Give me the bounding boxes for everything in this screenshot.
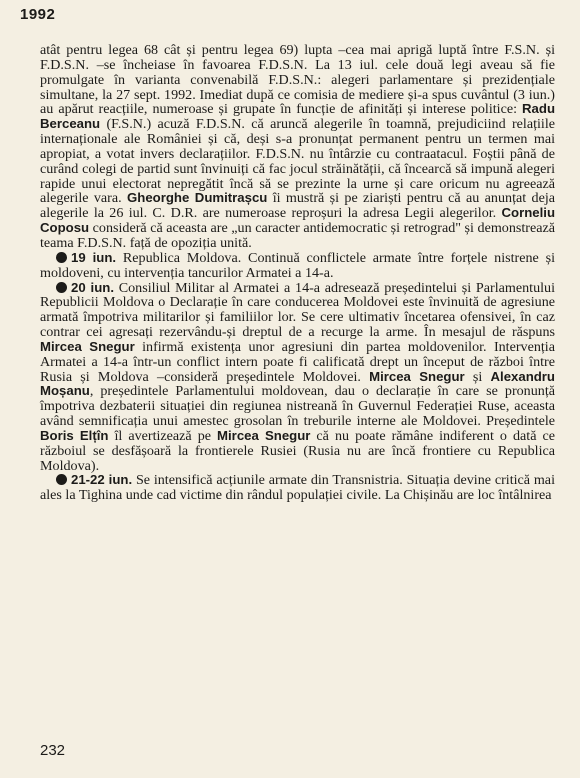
person-name: Corneliu Coposu bbox=[40, 205, 555, 236]
text-run: (F.S.N.) acuză F.D.S.N. că aruncă alegerile în toamnă, prejudiciind relațiile internaționale ale României și că, deși s-a pronunțat permanent pentru un termen mai apropiat, a votat invers declarațiilor. F.D.S.N. nu întârzie cu contraatacul. Foștii până de curând colegi de partid sunt învinuiți că fac jocul străinătății, că încearcă să impună alegeri rapide unui electorat nepregătit încă să se prezinte la urne și care oricum nu agreează alegerile vara. bbox=[40, 116, 555, 207]
text-run: îl avertizează pe bbox=[108, 427, 218, 444]
text-run: Consiliul Militar al Armatei a 14-a adresează președintelui și Parlamentului Republicii Moldova o Declarație în care conducerea Moldovei este învinuită de agresiune armată împotriva militarilor și familiilor lor. Se cere ultimativ încetarea ofensivei, în caz contrar cei agresați rezervându-și dreptul de a recurge la arme. În mesajul de răspuns bbox=[40, 279, 555, 341]
person-name: Boris Elțîn bbox=[40, 427, 109, 443]
person-name: Mircea Snegur bbox=[369, 368, 465, 384]
person-name: Radu Berceanu bbox=[40, 101, 555, 132]
person-name: Gheorghe Dumitrașcu bbox=[127, 190, 268, 206]
text-run: infirmă existența unor agresiuni din partea moldovenilor. Intervenția Armatei a 14-a într-un conflict intern poate fi calificată drept un început de război între Rusia și Moldova –consideră președintele Moldovei. bbox=[40, 338, 555, 385]
text-run: atât pentru legea 68 cât și pentru legea 69) lupta –cea mai aprigă luptă între F.S.N. și F.D.S.N. –se încheiase în favoarea F.D.S.N. La 13 iul. cele două legi aveau să fie promulgate în varianta convenabilă F.D.S.N.: alegeri parlamentare și prezidențiale simultane, la 27 sept. 1992. Imediat după ce comisia de mediere și-a spus cuvântul (3 iun.) au apărut reacțiile, numeroase și grupate în funcție de afinități și interese politice: bbox=[40, 42, 555, 118]
running-header-year: 1992 bbox=[20, 6, 56, 23]
text-run: îi mustră și pe ziariști pentru că au anunțat deja alegerile la 26 iul. C. D.R. are numeroase reproșuri la adresa Legii alegerilor. bbox=[40, 190, 555, 222]
text-run: Se intensifică acțiunile armate din Transnistria. Situația devine critică mai ales la Tighina unde cad victime din rândul populației civile. La Chișinău are loc întâlnirea bbox=[40, 472, 555, 504]
bullet-icon bbox=[56, 252, 67, 263]
person-name: Mircea Snegur bbox=[40, 338, 135, 354]
entry-date: 21-22 iun. bbox=[71, 472, 133, 488]
text-run: Republica Moldova. Continuă conflictele armate între forțele nistrene și moldoveni, cu intervenția tancurilor Armatei a 14-a. bbox=[40, 249, 555, 281]
person-name: Alexandru Moșanu bbox=[40, 368, 555, 399]
text-run: consideră că aceasta are „un caracter antidemocratic și retrograd" și demonstrează teama F.D.S.N. față de opoziția unită. bbox=[40, 220, 555, 251]
text-run: că nu poate rămâne indiferent o dată ce războiul se desfășoară la frontierele Rusiei (Rusia nu are încă frontiere cu Republica Moldova). bbox=[40, 427, 555, 474]
bullet-icon bbox=[56, 474, 67, 485]
person-name: Mircea Snegur bbox=[217, 427, 311, 443]
page-number: 232 bbox=[40, 742, 66, 759]
entry-date: 19 iun. bbox=[71, 249, 117, 265]
paragraph bbox=[40, 43, 555, 251]
paragraph bbox=[40, 251, 555, 281]
text-run: , președintele Parlamentului moldovean, dau o declarație în care se pronunță împotriva dezbaterii situației din regiunea nistreană în Guvernul Federației Ruse, aceasta având semnificația unui amestec grosolan în treburile interne ale Moldovei. Președintele bbox=[40, 383, 555, 430]
bullet-icon bbox=[56, 282, 67, 293]
paragraph bbox=[40, 281, 555, 474]
paragraph bbox=[40, 473, 555, 503]
text-run: și bbox=[464, 368, 491, 385]
body-text bbox=[40, 43, 555, 503]
entry-date: 20 iun. bbox=[71, 279, 114, 295]
